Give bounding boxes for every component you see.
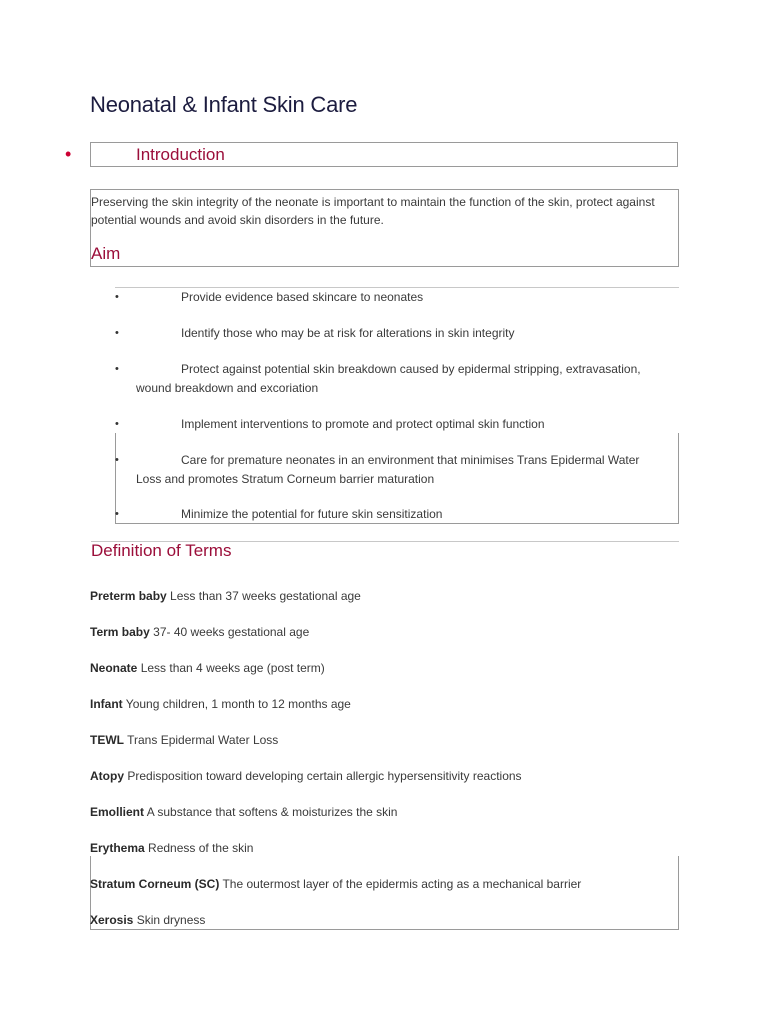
definition-text: Young children, 1 month to 12 months age: [125, 697, 351, 711]
definition-term: Xerosis: [90, 913, 134, 927]
definition-text: Predisposition toward developing certain allergic hypersensitivity reactions: [127, 769, 522, 783]
aim-heading: Aim: [91, 244, 121, 263]
definition-term: Preterm baby: [90, 589, 167, 603]
definition-term: Term baby: [90, 625, 150, 639]
definition-row: [90, 661, 325, 675]
aim-item-text: Provide evidence based skincare to neonates: [181, 290, 424, 304]
definition-term: Erythema: [90, 841, 145, 855]
definition-text: Trans Epidermal Water Loss: [127, 733, 279, 747]
definition-text: Less than 4 weeks age (post term): [140, 661, 325, 675]
definitions-heading: Definition of Terms: [91, 541, 232, 560]
aim-item-bullet: •: [115, 418, 119, 430]
aim-item-text: Care for premature neonates in an environment that minimises Trans Epidermal Water Loss and promotes Stratum Corneum barrier maturation: [136, 453, 640, 486]
definition-text: 37- 40 weeks gestational age: [153, 625, 310, 639]
definition-row: [90, 589, 361, 603]
definition-row: [90, 877, 581, 891]
definition-row: [90, 841, 253, 855]
definition-text: The outermost layer of the epidermis acting as a mechanical barrier: [222, 877, 582, 891]
definition-text: Redness of the skin: [148, 841, 254, 855]
aim-item-text: Identify those who may be at risk for alterations in skin integrity: [181, 326, 515, 340]
aim-item-bullet: •: [115, 363, 119, 375]
page-title: Neonatal & Infant Skin Care: [90, 92, 358, 117]
aim-item-bullet: •: [115, 454, 119, 466]
introduction-heading: Introduction: [136, 145, 225, 164]
definition-term: Stratum Corneum (SC): [90, 877, 220, 891]
definition-text: A substance that softens & moisturizes the skin: [146, 805, 398, 819]
definition-term: Atopy: [90, 769, 124, 783]
definition-term: Neonate: [90, 661, 138, 675]
aim-item-bullet: •: [115, 291, 119, 303]
aim-item-text: Protect against potential skin breakdown caused by epidermal stripping, extravasation, wound breakdown and excoriation: [136, 362, 641, 395]
aim-item-text: Minimize the potential for future skin sensitization: [181, 507, 443, 521]
introduction-text: Preserving the skin integrity of the neonate is important to maintain the function of the skin, protect against potential wounds and avoid skin disorders in the future.: [91, 195, 655, 227]
definition-text: Less than 37 weeks gestational age: [170, 589, 361, 603]
definition-row: [90, 769, 522, 783]
definition-row: [90, 805, 397, 819]
definitions-divider: [91, 541, 679, 542]
aim-item-bullet: •: [115, 508, 119, 520]
definition-text: Skin dryness: [136, 913, 206, 927]
definition-term: TEWL: [90, 733, 124, 747]
aim-item-text: Implement interventions to promote and protect optimal skin function: [181, 417, 545, 431]
definition-row: [90, 913, 205, 927]
introduction-bullet: •: [65, 144, 72, 164]
definition-row: [90, 733, 278, 747]
definition-term: Emollient: [90, 805, 145, 819]
aim-item-bullet: •: [115, 327, 119, 339]
definition-term: Infant: [90, 697, 123, 711]
definition-row: [90, 697, 351, 711]
definition-row: [90, 625, 309, 639]
